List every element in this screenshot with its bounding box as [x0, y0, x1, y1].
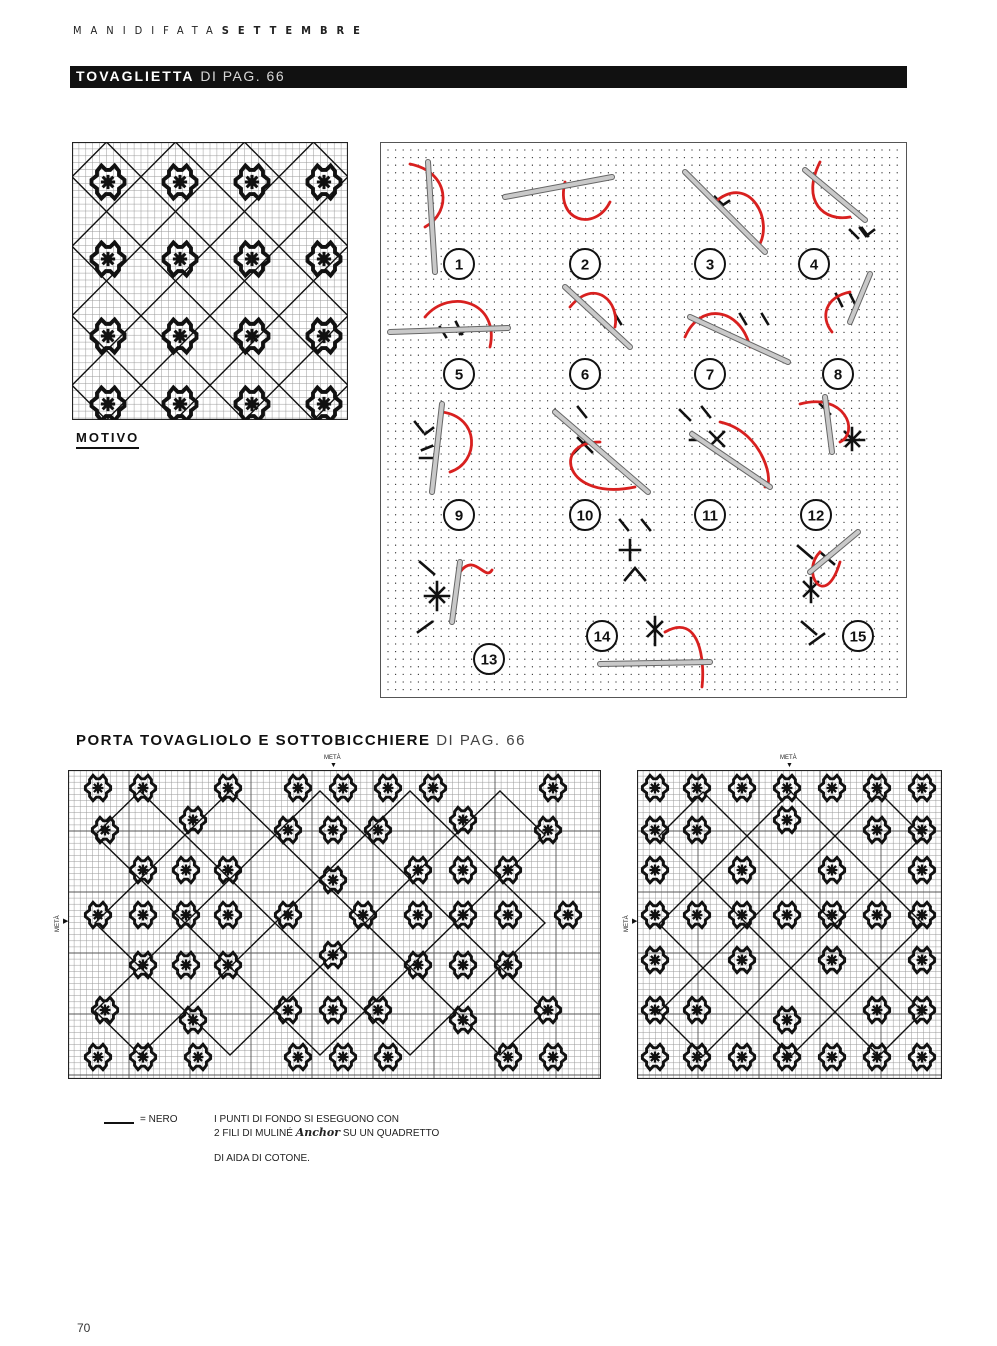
section-title: TOVAGLIETTA [76, 68, 195, 84]
meta-arrow-top-right-icon: ▼ [786, 762, 793, 769]
motif-star [100, 825, 111, 836]
motif-star [782, 910, 793, 921]
motif-star [100, 1005, 111, 1016]
motif-star [181, 865, 192, 876]
section2-title: PORTA TOVAGLIOLO E SOTTOBICCHIERE [76, 732, 431, 749]
motif-star [317, 329, 331, 343]
motif-star [872, 910, 883, 921]
motif-star [917, 910, 928, 921]
legend-label: = NERO [140, 1114, 178, 1125]
motif-star [458, 1015, 469, 1026]
section-title-bar [70, 66, 907, 88]
motif-star [872, 783, 883, 794]
motif-star [223, 783, 234, 794]
meta-label-side-right: METÀ [624, 915, 630, 932]
step-number-12: 12 [807, 507, 825, 525]
step-number-5: 5 [454, 366, 464, 384]
motif-star [872, 1005, 883, 1016]
motif-star [650, 825, 661, 836]
motif-star [93, 1052, 104, 1063]
meta-label-side-left: METÀ [55, 915, 61, 932]
motif-star [503, 1052, 514, 1063]
page-number: 70 [77, 1321, 91, 1335]
meta-label-top-right: METÀ [780, 755, 797, 761]
motif-star [782, 783, 793, 794]
motif-star [458, 910, 469, 921]
motif-star [138, 783, 149, 794]
motif-star [650, 1052, 661, 1063]
motif-star [650, 955, 661, 966]
motif-star [650, 910, 661, 921]
motif-star [138, 960, 149, 971]
motif-star [93, 783, 104, 794]
meta-arrow-top-left-icon: ▼ [330, 762, 337, 769]
meta-arrow-side-left-icon: ▶ [63, 918, 69, 925]
motif-star [692, 910, 703, 921]
motif-star [782, 815, 793, 826]
meta-arrow-side-right-icon: ▶ [632, 918, 638, 925]
step-number-1: 1 [454, 256, 464, 274]
motif-star [181, 960, 192, 971]
motif-star [328, 875, 339, 886]
motif-star [101, 252, 115, 266]
motivo-chart [72, 142, 348, 420]
motif-star [328, 1005, 339, 1016]
motif-star [563, 910, 574, 921]
step-number-14: 14 [593, 628, 611, 646]
needle-highlight [600, 662, 710, 664]
motif-star [173, 397, 187, 411]
step-number-7: 7 [705, 366, 715, 384]
motif-star [917, 1052, 928, 1063]
motif-star [737, 865, 748, 876]
meta-label-top-left: METÀ [324, 755, 341, 761]
motif-star [101, 397, 115, 411]
motif-star [650, 865, 661, 876]
motif-star [503, 910, 514, 921]
motif-star [917, 783, 928, 794]
motif-star [782, 1015, 793, 1026]
motif-star [413, 960, 424, 971]
motif-star [872, 825, 883, 836]
motif-star [283, 1005, 294, 1016]
motif-star [503, 960, 514, 971]
motif-star [283, 825, 294, 836]
motif-star [827, 910, 838, 921]
motif-star [373, 825, 384, 836]
motif-star [245, 329, 259, 343]
grid-lines [68, 770, 601, 1079]
napkin-holder-chart [68, 770, 601, 1079]
step-number-3: 3 [705, 256, 715, 274]
motif-star [293, 783, 304, 794]
step-number-11: 11 [702, 507, 718, 525]
section2-page-ref: DI PAG. 66 [436, 732, 526, 749]
motif-star [543, 825, 554, 836]
motif-star [548, 1052, 559, 1063]
legend-swatch [104, 1122, 134, 1124]
motif-star [782, 1052, 793, 1063]
notes-line2-post: SU UN QUADRETTO [342, 1128, 440, 1139]
anchor-brand-logo: Anchor [295, 1126, 341, 1139]
motif-star [827, 865, 838, 876]
masthead [73, 24, 369, 37]
motif-star [692, 825, 703, 836]
motif-star [383, 783, 394, 794]
motif-star [93, 910, 104, 921]
motif-star [138, 1052, 149, 1063]
motif-star [548, 783, 559, 794]
notes-line3: DI AIDA DI COTONE. [214, 1153, 310, 1164]
motif-star [737, 1052, 748, 1063]
motif-star [737, 783, 748, 794]
motif-star [458, 960, 469, 971]
motif-star [917, 955, 928, 966]
motif-star [173, 329, 187, 343]
motif-star [827, 955, 838, 966]
step-number-9: 9 [454, 507, 464, 525]
motif-star [188, 1015, 199, 1026]
motif-star [737, 955, 748, 966]
motif-star [737, 910, 748, 921]
motif-star [413, 865, 424, 876]
notes-line1: I PUNTI DI FONDO SI ESEGUONO CON [214, 1114, 400, 1125]
motif-star [328, 950, 339, 961]
section2-heading [76, 732, 526, 749]
notes-line2-pre: 2 FILI DI MULINÉ [214, 1128, 293, 1139]
motif-star [101, 329, 115, 343]
motif-star [173, 175, 187, 189]
motif-star [223, 960, 234, 971]
motif-star [917, 1005, 928, 1016]
motif-star [283, 910, 294, 921]
motif-star [188, 815, 199, 826]
motif-star [458, 865, 469, 876]
motif-star [872, 1052, 883, 1063]
motif-star [317, 397, 331, 411]
motif-star [917, 865, 928, 876]
motif-star [223, 865, 234, 876]
stitch-steps-diagram [380, 142, 907, 698]
grid-lines-major [68, 770, 601, 1079]
motif-star [827, 1052, 838, 1063]
motif-star [692, 783, 703, 794]
motif-star [223, 910, 234, 921]
step-number-6: 6 [580, 366, 590, 384]
coaster-chart [637, 770, 942, 1079]
motif-star [503, 865, 514, 876]
motif-star [293, 1052, 304, 1063]
motif-star [181, 910, 192, 921]
motif-star [692, 1052, 703, 1063]
step-number-2: 2 [580, 256, 590, 274]
motif-star [373, 1005, 384, 1016]
motif-star [317, 175, 331, 189]
step-number-10: 10 [576, 507, 594, 525]
step-number-8: 8 [833, 366, 843, 384]
motif-star [138, 865, 149, 876]
motif-star [338, 783, 349, 794]
section-page-ref: DI PAG. 66 [200, 68, 286, 84]
motif-star [338, 1052, 349, 1063]
motif-star [458, 815, 469, 826]
motif-star [428, 783, 439, 794]
motivo-label: MOTIVO [76, 430, 139, 449]
step-number-13: 13 [480, 651, 498, 669]
motif-star [692, 1005, 703, 1016]
motif-star [101, 175, 115, 189]
motif-star [383, 1052, 394, 1063]
stitch-notes [214, 1113, 474, 1165]
motif-star [317, 252, 331, 266]
motif-star [917, 825, 928, 836]
motif-star [827, 783, 838, 794]
motif-star [173, 252, 187, 266]
motif-star [245, 175, 259, 189]
motif-star [650, 783, 661, 794]
motif-star [193, 1052, 204, 1063]
motif-star [543, 1005, 554, 1016]
motif-star [245, 397, 259, 411]
motif-star [650, 1005, 661, 1016]
masthead-left: MANIDIFATA [73, 24, 222, 37]
motif-star [413, 910, 424, 921]
step-number-4: 4 [809, 256, 819, 274]
motif-star [245, 252, 259, 266]
motif-star [358, 910, 369, 921]
motif-star [328, 825, 339, 836]
motif-star [138, 910, 149, 921]
step-number-15: 15 [849, 628, 867, 646]
masthead-right: SETTEMBRE [221, 24, 369, 37]
